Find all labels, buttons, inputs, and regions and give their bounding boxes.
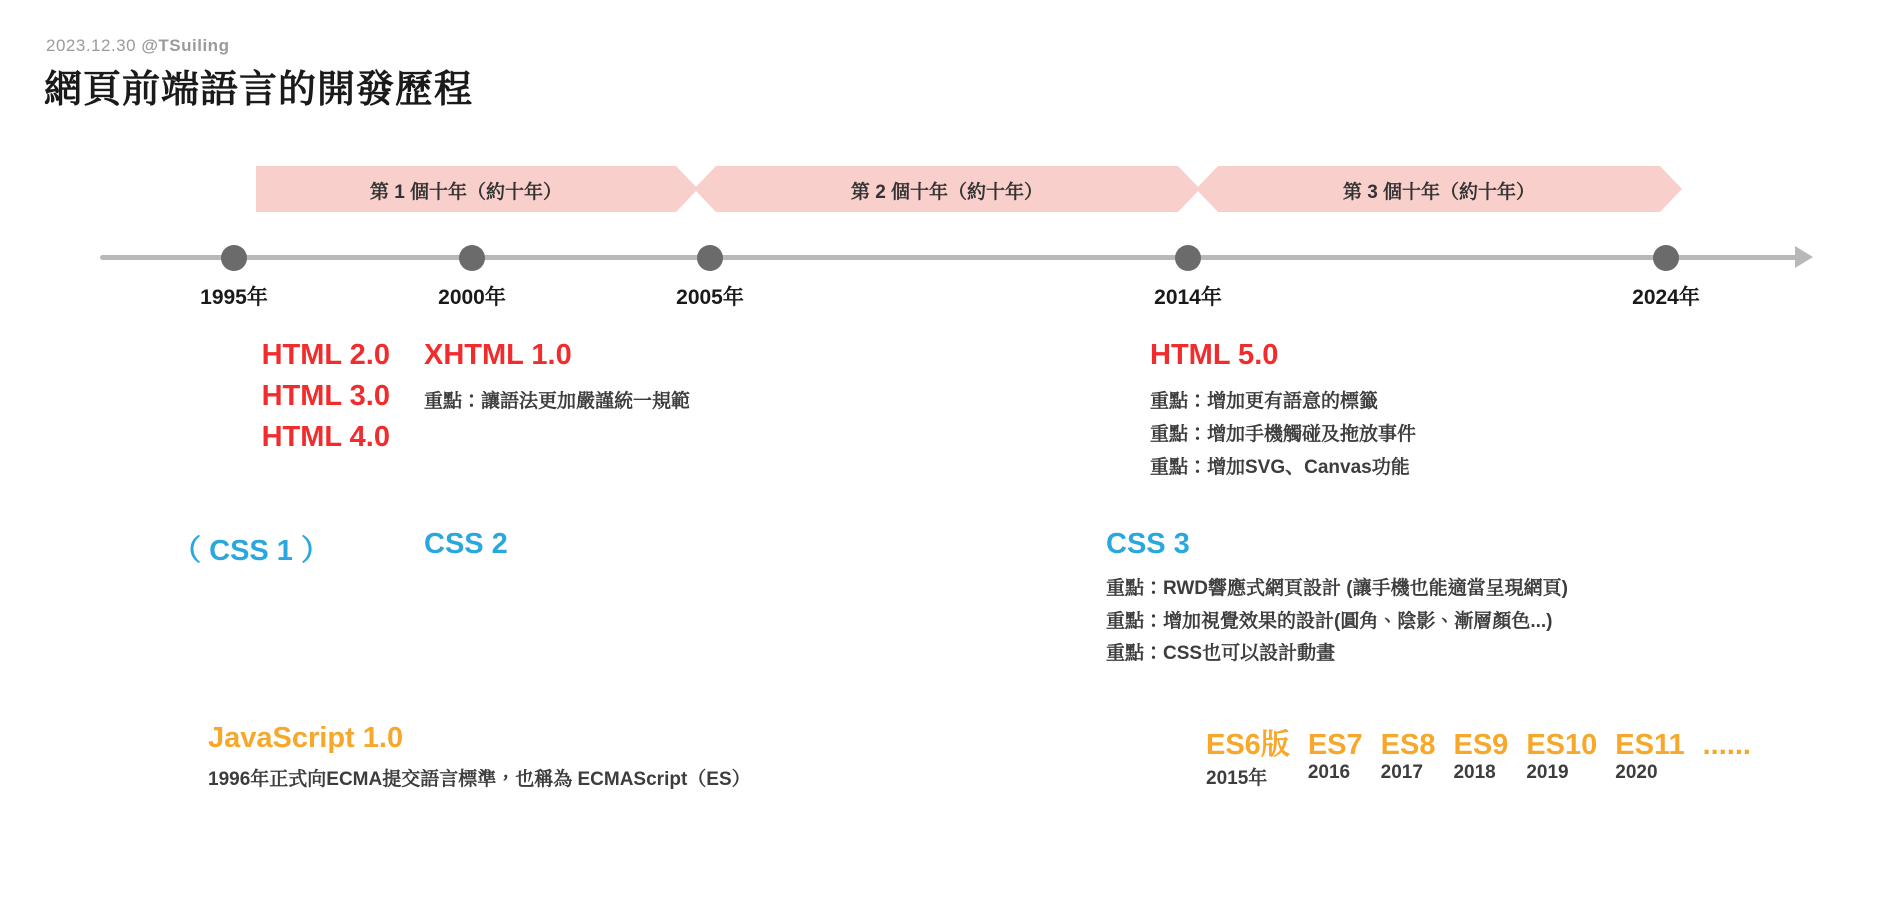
es-year: 2019 — [1526, 762, 1569, 783]
css3-note-2: 重點：增加視覺效果的設計(圓角、陰影、漸層顏色...) — [1106, 610, 1553, 632]
es-version-item — [1453, 729, 1508, 784]
css-era3-block — [1106, 528, 1568, 671]
html-era1-block — [0, 335, 390, 459]
es-version-item — [1381, 729, 1436, 784]
timeline-year-label: 2024年 — [1632, 286, 1700, 309]
es-label: ES7 — [1307, 729, 1363, 761]
es-version-row — [1206, 722, 1751, 790]
html-version-1: HTML 2.0 — [261, 339, 390, 371]
decade-arrow-3 — [1218, 166, 1660, 212]
timeline-arrow-icon — [1795, 246, 1813, 268]
js-era3-block — [1206, 722, 1751, 790]
html-era2-block — [424, 335, 690, 419]
css2-title: CSS 2 — [424, 528, 508, 560]
decade-label-2: 第 2 個十年（約十年） — [850, 182, 1044, 203]
html5-note-1: 重點：增加更有語意的標籤 — [1150, 391, 1379, 413]
es-label: ...... — [1702, 729, 1751, 761]
css1-title: （ CSS 1 ） — [172, 535, 330, 567]
html-version-2: HTML 3.0 — [261, 380, 390, 413]
javascript-note: 1996年正式向ECMA提交語言標準，也稱為 ECMAScript（ES） — [208, 769, 751, 790]
timeline-node — [221, 245, 247, 271]
es-label: ES6版 — [1206, 729, 1290, 761]
es-label: ES10 — [1526, 729, 1598, 761]
es-year: 2017 — [1380, 762, 1423, 783]
es-year: 2016 — [1307, 762, 1351, 783]
html-version-3: HTML 4.0 — [261, 421, 390, 454]
byline-date: 2023.12.30 — [46, 36, 137, 55]
timeline-year-label: 2000年 — [438, 286, 506, 309]
html5-note-2: 重點：增加手機觸碰及拖放事件 — [1150, 423, 1417, 445]
arrow-tip-left-icon — [694, 166, 716, 212]
timeline-node — [1653, 245, 1679, 271]
es-label: ES9 — [1453, 729, 1509, 761]
timeline-node — [459, 245, 485, 271]
es-version-item — [1615, 729, 1684, 784]
es-year: 2020 — [1615, 762, 1658, 783]
es-version-item — [1206, 722, 1290, 790]
decade-arrow-1 — [256, 166, 676, 212]
es-version-item — [1308, 729, 1363, 784]
javascript-title: JavaScript 1.0 — [208, 722, 404, 754]
css3-note-3: 重點：CSS也可以設計動畫 — [1106, 643, 1336, 665]
xhtml-note-1: 重點：讓語法更加嚴謹統一規範 — [424, 391, 691, 413]
timeline-year-label: 2014年 — [1154, 286, 1222, 309]
arrow-tip-right-icon — [1660, 166, 1682, 212]
js-era1-block — [208, 722, 751, 795]
es-label: ES8 — [1380, 729, 1436, 761]
page-title: 網頁前端語言的開發歷程 — [44, 69, 474, 111]
byline — [46, 36, 229, 56]
timeline-node — [697, 245, 723, 271]
css-era1-block — [0, 528, 330, 569]
html5-note-3: 重點：增加SVG、Canvas功能 — [1150, 456, 1410, 478]
es-year: 2018 — [1453, 762, 1496, 783]
html5-title: HTML 5.0 — [1150, 339, 1279, 371]
timeline-node — [1175, 245, 1201, 271]
css3-title: CSS 3 — [1106, 528, 1190, 560]
es-year: 2015年 — [1206, 768, 1268, 789]
byline-handle: @TSuiling — [141, 36, 230, 55]
decade-label-3: 第 3 個十年（約十年） — [1342, 182, 1536, 203]
arrow-tip-left-icon — [1196, 166, 1218, 212]
timeline-year-label: 1995年 — [200, 286, 268, 309]
decade-arrow-2 — [716, 166, 1178, 212]
timeline-axis — [100, 255, 1800, 260]
html-era3-block — [1150, 335, 1416, 484]
es-version-item — [1526, 729, 1597, 784]
xhtml-title: XHTML 1.0 — [424, 339, 572, 371]
es-label: ES11 — [1615, 729, 1685, 761]
css-era2-block — [424, 528, 508, 561]
es-version-item — [1703, 729, 1751, 762]
css3-note-1: 重點：RWD響應式網頁設計 (讓手機也能適當呈現網頁) — [1106, 578, 1568, 599]
decade-label-1: 第 1 個十年（約十年） — [369, 182, 563, 203]
timeline-year-label: 2005年 — [676, 286, 744, 309]
